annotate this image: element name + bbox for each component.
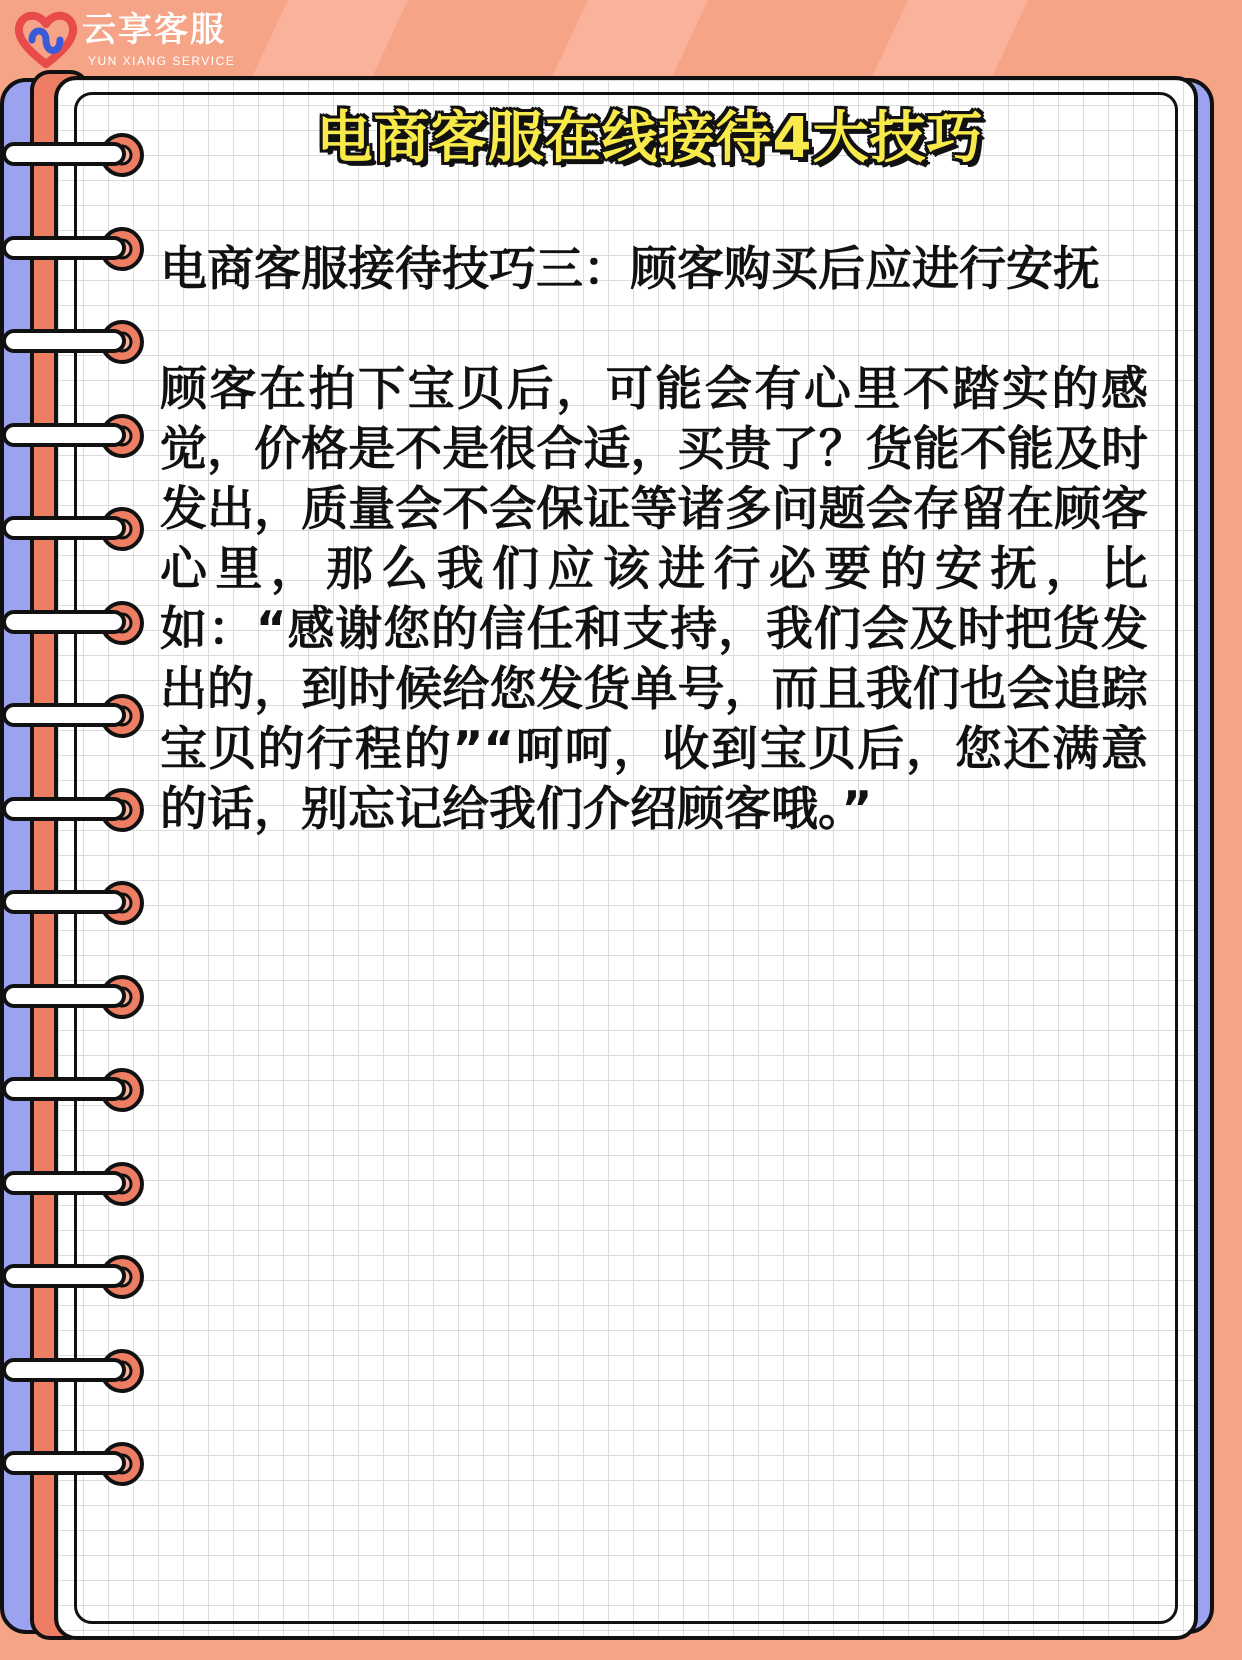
notebook-ring-icon bbox=[0, 1439, 148, 1489]
body-paragraph: 顾客在拍下宝贝后，可能会有心里不踏实的感觉，价格是不是很合适，买贵了？货能不能及时发出，质量会不会保证等诸多问题会存留在顾客心里，那么我们应该进行必要的安抚，比如：“感谢您的信任和支持，我们会及时把货发出的，到时候给您发货单号，而且我们也会追踪宝贝的行程的”“呵呵，收到宝贝后，您还满意的话，别忘记给我们介绍顾客哦。” bbox=[160, 362, 1148, 837]
notebook-ring-icon bbox=[0, 598, 148, 648]
notebook-ring-icon bbox=[0, 504, 148, 554]
notebook-ring-icon bbox=[0, 1159, 148, 1209]
section-heading: 电商客服接待技巧三：顾客购买后应进行安抚 bbox=[160, 242, 1100, 297]
notebook-ring-icon bbox=[0, 317, 148, 367]
notebook-ring-icon bbox=[0, 1065, 148, 1115]
grid-paper bbox=[54, 76, 1198, 1640]
notebook-ring-icon bbox=[0, 130, 148, 180]
brand-name: 云享客服 bbox=[82, 10, 226, 50]
paper-inner-border bbox=[74, 92, 1178, 1624]
notebook-ring-icon bbox=[0, 1346, 148, 1396]
notebook-ring-icon bbox=[0, 785, 148, 835]
notebook-ring-icon bbox=[0, 972, 148, 1022]
notebook-ring-icon bbox=[0, 691, 148, 741]
notebook-ring-icon bbox=[0, 1252, 148, 1302]
brand-logo bbox=[12, 8, 252, 72]
notebook-ring-icon bbox=[0, 224, 148, 274]
brand-subtitle: YUN XIANG SERVICE bbox=[88, 54, 236, 68]
notebook-ring-icon bbox=[0, 411, 148, 461]
brand-heart-icon bbox=[12, 10, 80, 68]
page-title: 电商客服在线接待4大技巧 bbox=[316, 106, 984, 171]
notebook-ring-icon bbox=[0, 878, 148, 928]
